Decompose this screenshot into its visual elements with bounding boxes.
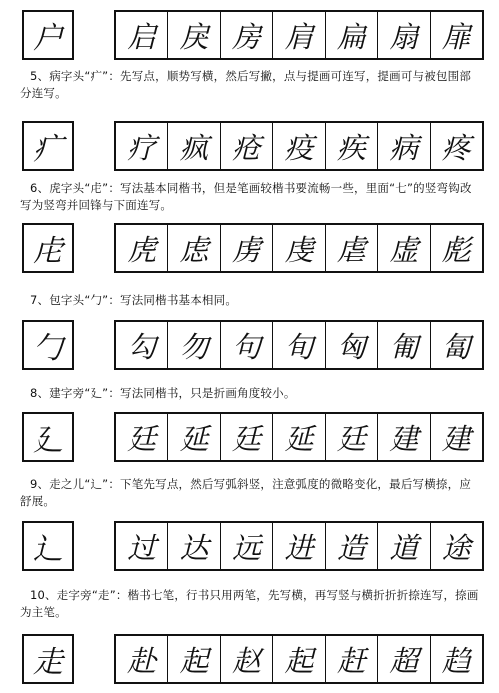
example-strip — [114, 521, 484, 571]
example-char: 起 — [272, 636, 324, 682]
example-strip — [114, 10, 484, 60]
item-text: 走字旁“走”：楷书七笔，行书只用两笔，先写横，再写竖与横折折折捺连写，捺画为主笔。 — [20, 588, 479, 619]
item-text: 病字头“疒”：先写点，顺势写横，然后写撇，点与提画可连写，提画可与被包围部分连写。 — [20, 69, 472, 100]
example-char: 过 — [127, 530, 157, 565]
description-paragraph — [20, 476, 482, 510]
example-char: 戾 — [167, 12, 219, 58]
example-char: 建 — [377, 414, 429, 460]
example-char: 趋 — [430, 636, 482, 682]
example-char: 廷 — [220, 414, 272, 460]
radical-box: 廴 — [22, 412, 74, 462]
example-char: 扇 — [377, 12, 429, 58]
example-char: 超 — [377, 636, 429, 682]
example-strip — [114, 412, 484, 462]
description-paragraph — [20, 385, 482, 402]
example-char: 虚 — [377, 225, 429, 271]
item-number: 9、 — [30, 477, 50, 491]
radical-box: 走 — [22, 634, 74, 684]
example-char: 延 — [272, 414, 324, 460]
example-strip — [114, 634, 484, 684]
description-paragraph — [20, 68, 482, 102]
example-char: 匐 — [430, 322, 482, 368]
description-paragraph — [20, 180, 482, 214]
practice-row — [22, 634, 482, 684]
example-char: 疾 — [325, 123, 377, 169]
item-text: 虎字头“虍”：写法基本同楷书，但是笔画较楷书要流畅一些，里面“七”的竖弯钩改写为竖弯并回锋与下面连写。 — [20, 181, 472, 212]
example-char: 疮 — [220, 123, 272, 169]
practice-row — [22, 223, 482, 273]
example-char: 赵 — [220, 636, 272, 682]
example-strip — [114, 223, 484, 273]
example-char: 虔 — [272, 225, 324, 271]
example-char: 勾 — [127, 329, 157, 364]
item-text: 包字头“勹”：写法同楷书基本相同。 — [49, 293, 238, 307]
radical-box: 虍 — [22, 223, 74, 273]
example-char: 房 — [220, 12, 272, 58]
example-char: 进 — [272, 523, 324, 569]
description-paragraph — [20, 587, 482, 621]
example-char: 句 — [220, 322, 272, 368]
item-text: 走之儿“辶”：下笔先写点，然后写弧斜竖，注意弧度的微略变化，最后写横捺，应舒展。 — [20, 477, 472, 508]
item-text: 建字旁“廴”：写法同楷书，只是折画角度较小。 — [49, 386, 296, 400]
example-char: 虎 — [127, 232, 157, 267]
example-char: 肩 — [272, 12, 324, 58]
example-char: 途 — [430, 523, 482, 569]
example-char: 虐 — [325, 225, 377, 271]
description-paragraph — [20, 292, 482, 309]
practice-row — [22, 521, 482, 571]
example-char: 造 — [325, 523, 377, 569]
example-char: 延 — [167, 414, 219, 460]
radical-box: 辶 — [22, 521, 74, 571]
example-char: 匍 — [377, 322, 429, 368]
example-char: 起 — [167, 636, 219, 682]
example-char: 勿 — [167, 322, 219, 368]
example-char: 道 — [377, 523, 429, 569]
example-char: 疼 — [430, 123, 482, 169]
radical-box: 勹 — [22, 320, 74, 370]
example-char: 匈 — [325, 322, 377, 368]
radical-box: 户 — [22, 10, 74, 60]
example-char: 廷 — [325, 414, 377, 460]
example-char: 建 — [430, 414, 482, 460]
example-char: 启 — [127, 19, 157, 54]
item-number: 5、 — [30, 69, 50, 83]
example-char: 彪 — [430, 225, 482, 271]
example-char: 达 — [167, 523, 219, 569]
practice-row — [22, 10, 482, 60]
practice-row — [22, 320, 482, 370]
example-char: 扁 — [325, 12, 377, 58]
example-char: 扉 — [430, 12, 482, 58]
item-number: 7、 — [30, 293, 50, 307]
example-char: 廷 — [127, 421, 157, 456]
item-number: 8、 — [30, 386, 50, 400]
example-char: 疯 — [167, 123, 219, 169]
practice-row — [22, 412, 482, 462]
example-strip — [114, 320, 484, 370]
example-char: 疗 — [127, 130, 157, 165]
example-char: 虑 — [167, 225, 219, 271]
example-strip — [114, 121, 484, 171]
example-char: 虏 — [220, 225, 272, 271]
example-char: 旬 — [272, 322, 324, 368]
example-char: 赴 — [127, 643, 157, 678]
example-char: 远 — [220, 523, 272, 569]
example-char: 病 — [377, 123, 429, 169]
example-char: 疫 — [272, 123, 324, 169]
example-char: 赶 — [325, 636, 377, 682]
item-number: 6、 — [30, 181, 50, 195]
item-number: 10、 — [30, 588, 57, 602]
radical-box: 疒 — [22, 121, 74, 171]
practice-row — [22, 121, 482, 171]
